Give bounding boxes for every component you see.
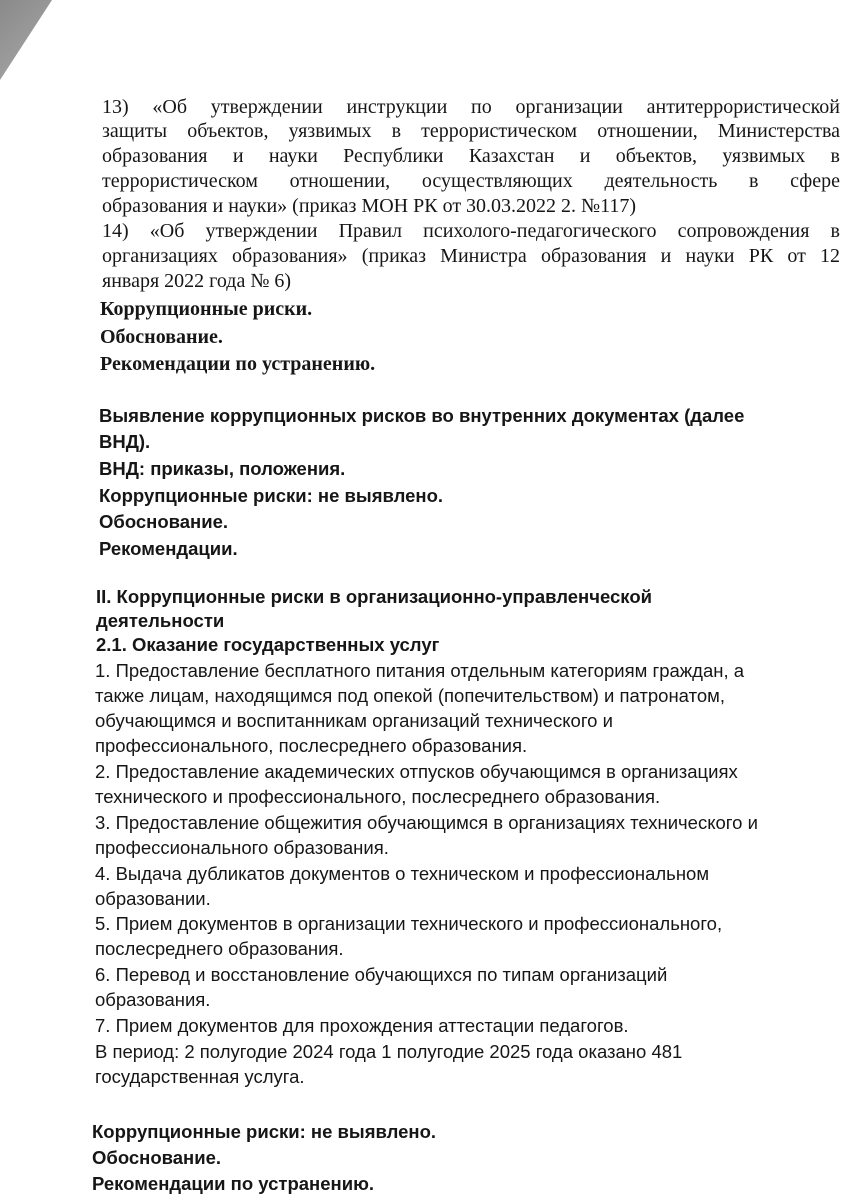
service-line-13: 6. Перевод и восстановление обучающихся по типам организаций	[95, 964, 668, 985]
item13-line-4: террористическом отношении, осуществляющих деятельность в сфере	[102, 170, 840, 192]
section2-title-line-2: деятельности	[96, 610, 225, 631]
service-line-12: послесреднего образования.	[95, 938, 344, 959]
service-line-16: В период: 2 полугодие 2024 года 1 полугодие 2025 года оказано 481	[95, 1041, 683, 1062]
item13-line-2: защиты объектов, уязвимых в террористическом отношении, Министерства	[102, 120, 840, 142]
item13-line-3: образования и науки Республики Казахстан и объектов, уязвимых в	[102, 145, 840, 167]
service-line-5: 2. Предоставление академических отпусков обучающимся в организациях	[95, 761, 738, 782]
vnd-justification: Обоснование.	[99, 511, 229, 532]
service-line-9: 4. Выдача дубликатов документов о техническом и профессиональном	[95, 863, 710, 884]
final-justification: Обоснование.	[92, 1147, 222, 1168]
item14-line-2: организациях образования» (приказ Министра образования и науки РК от 12	[102, 245, 840, 267]
section2-subtitle: 2.1. Оказание государственных услуг	[96, 634, 440, 655]
recommendations-heading: Рекомендации по устранению.	[100, 353, 376, 375]
vnd-documents: ВНД: приказы, положения.	[99, 458, 346, 479]
vnd-heading-line-2: ВНД).	[99, 431, 151, 452]
section2-title-line-1: II. Коррупционные риски в организационно-управленческой	[96, 586, 652, 607]
item13-line-1: 13) «Об утверждении инструкции по организации антитеррористической	[102, 96, 840, 118]
service-line-8: профессионального образования.	[95, 837, 389, 858]
vnd-risks: Коррупционные риски: не выявлено.	[99, 485, 444, 506]
service-line-17: государственная услуга.	[95, 1066, 305, 1087]
service-line-6: технического и профессионального, послесреднего образования.	[95, 786, 661, 807]
service-line-10: образовании.	[95, 888, 211, 909]
service-line-2: также лицам, находящимся под опекой (попечительством) и патронатом,	[95, 685, 725, 706]
final-risks: Коррупционные риски: не выявлено.	[92, 1121, 437, 1142]
final-recommendations: Рекомендации по устранению.	[92, 1173, 375, 1194]
item14-line-3: января 2022 года № 6)	[102, 270, 292, 292]
service-line-11: 5. Прием документов в организации технического и профессионального,	[95, 913, 723, 934]
service-line-3: обучающимся и воспитанникам организаций технического и	[95, 710, 613, 731]
item14-line-1: 14) «Об утверждении Правил психолого-педагогического сопровождения в	[102, 220, 840, 242]
risks-heading: Коррупционные риски.	[100, 298, 313, 320]
service-line-15: 7. Прием документов для прохождения аттестации педагогов.	[95, 1015, 629, 1036]
vnd-recommendations: Рекомендации.	[99, 538, 238, 559]
vnd-heading-line-1: Выявление коррупционных рисков во внутренних документах (далее	[99, 405, 745, 426]
service-line-14: образования.	[95, 989, 211, 1010]
service-line-4: профессионального, послесреднего образования.	[95, 735, 528, 756]
justification-heading: Обоснование.	[100, 326, 223, 348]
service-line-1: 1. Предоставление бесплатного питания отдельным категориям граждан, а	[95, 660, 745, 681]
item13-line-5: образования и науки» (приказ МОН РК от 30.03.2022 2. №117)	[102, 195, 637, 217]
service-line-7: 3. Предоставление общежития обучающимся в организациях технического и	[95, 812, 758, 833]
